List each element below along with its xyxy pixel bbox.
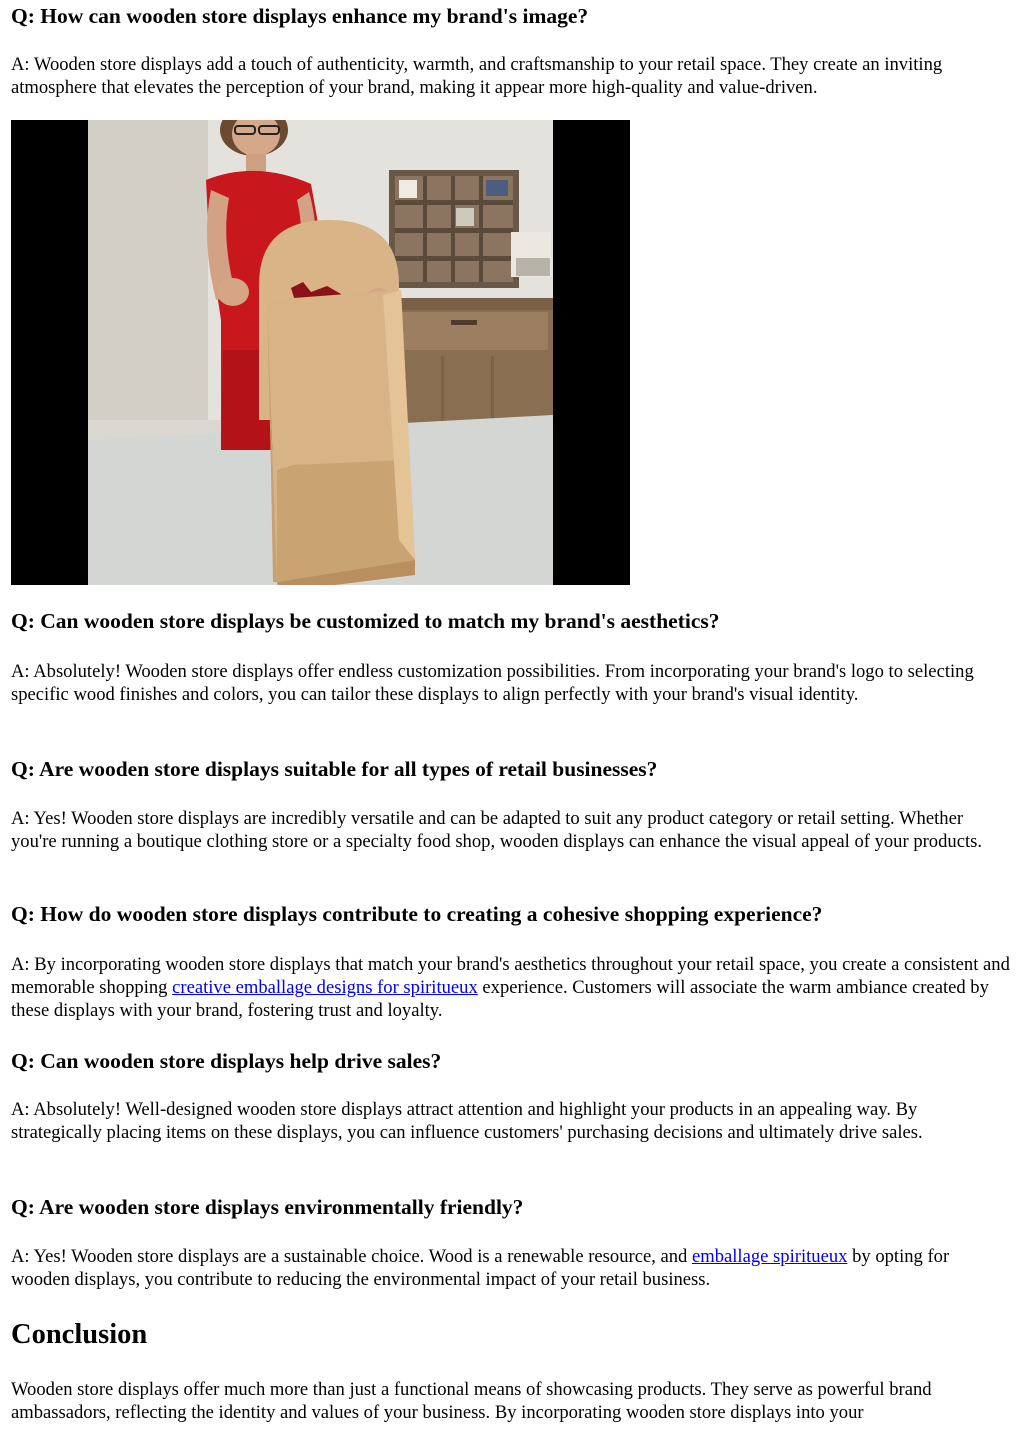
faq-answer-5: A: Absolutely! Well-designed wooden store displays attract attention and highlight your products in an appealing way. By strategically placing items on these displays, you can influence customers' purchasing decisions and ultimately drive sales.: [11, 1099, 923, 1144]
answer-text: A: By incorporating wooden store displays that match your brand's aesthetics throughout your retail space, you create a consistent and memorable shopping: [11, 954, 1010, 999]
faq-question-5: Q: Can wooden store displays help drive sales?: [11, 1049, 442, 1073]
faq-answer-1: A: Wooden store displays add a touch of authenticity, warmth, and craftsmanship to your retail space. They create an inviting atmosphere that elevates the perception of your brand, making it appear more high-quality and value-driven.: [11, 54, 943, 99]
answer-text: by opting for wooden displays, you contribute to reducing the environmental impact of your retail business.: [11, 1246, 950, 1291]
faq-question-2: Q: Can wooden store displays be customized to match my brand's aesthetics?: [11, 609, 720, 633]
faq-question-1: Q: How can wooden store displays enhance my brand's image?: [11, 4, 589, 28]
answer-text: experience. Customers will associate the warm ambiance created by these displays with your brand, fostering trust and loyalty.: [11, 977, 989, 1022]
faq-answer-4: [11, 953, 1011, 1023]
faq-answer-3: A: Yes! Wooden store displays are incredibly versatile and can be adapted to suit any product category or retail setting. Whether you're running a boutique clothing store or a specialty food shop, wooden displays can enhance the visual appeal of your products.: [11, 808, 983, 853]
conclusion-text: Wooden store displays offer much more than just a functional means of showcasing products. They serve as powerful brand ambassadors, reflecting the identity and values of your business. By incorporating wooden store displays into your: [11, 1379, 932, 1424]
faq-question-4: Q: How do wooden store displays contribute to creating a cohesive shopping experience?: [11, 902, 823, 926]
faq-answer-2: A: Absolutely! Wooden store displays offer endless customization possibilities. From incorporating your brand's logo to selecting specific wood finishes and colors, you can tailor these displays to align perfectly with your brand's visual identity.: [11, 661, 974, 706]
link-creative-emballage[interactable]: creative emballage designs for spiritueux: [172, 977, 478, 999]
link-emballage-spiritueux[interactable]: emballage spiritueux: [692, 1246, 848, 1267]
faq-question-6: Q: Are wooden store displays environmentally friendly?: [11, 1195, 524, 1219]
conclusion-heading: Conclusion: [11, 1319, 148, 1350]
video-player[interactable]: [11, 120, 630, 585]
video-frame-image: [11, 120, 630, 585]
faq-question-3: Q: Are wooden store displays suitable for all types of retail businesses?: [11, 757, 658, 781]
answer-text: A: Yes! Wooden store displays are a sustainable choice. Wood is a renewable resource, and: [11, 1246, 692, 1267]
faq-answer-6: [11, 1245, 1011, 1291]
